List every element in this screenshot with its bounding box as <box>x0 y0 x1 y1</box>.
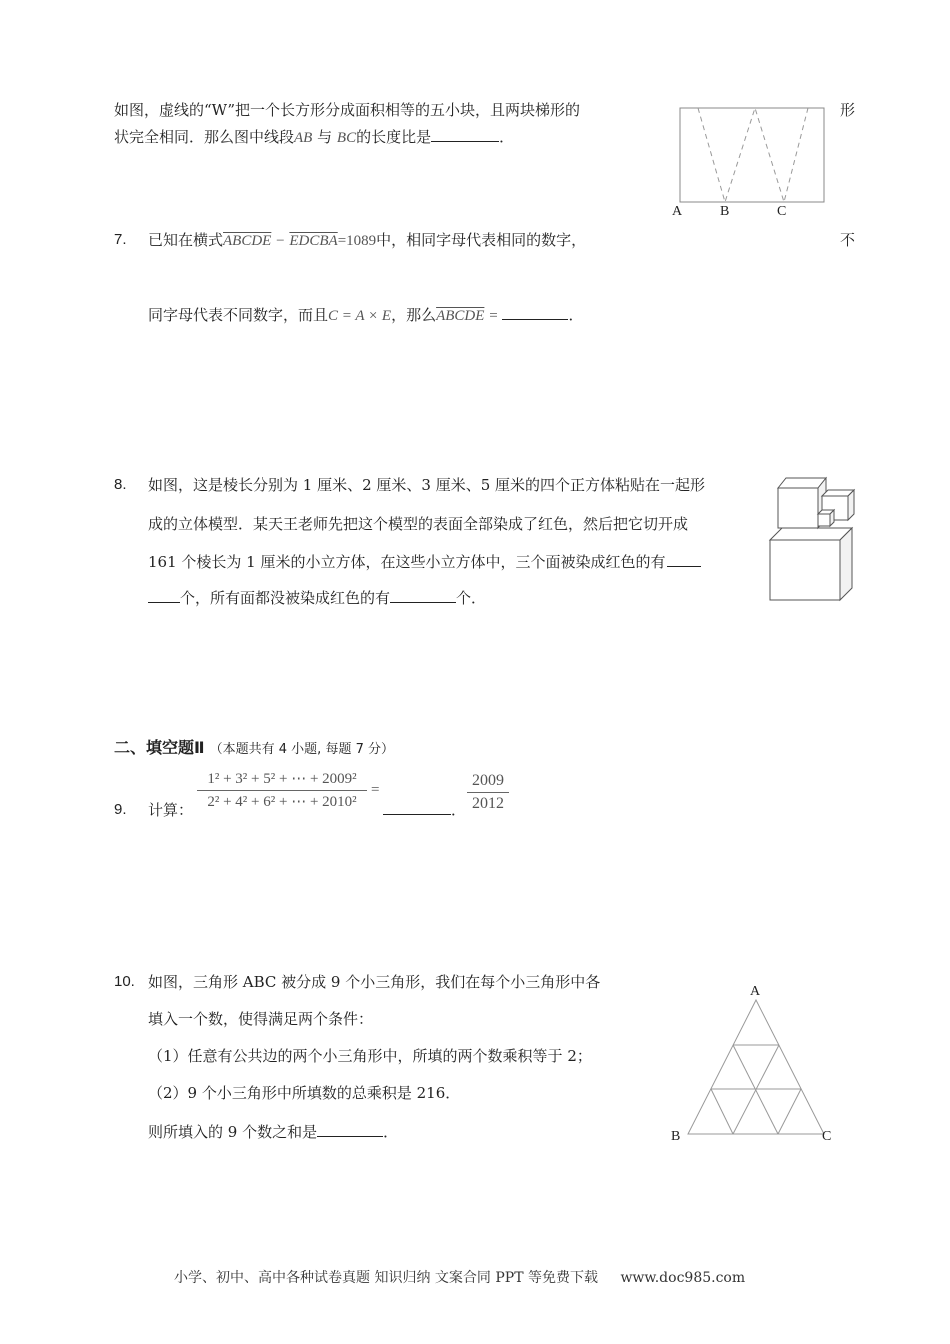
q8-answer-blank-2 <box>390 588 456 603</box>
q7-line2-a: 同字母代表不同数字，而且 <box>148 306 329 324</box>
q9-frac-top: 2009 <box>467 770 509 793</box>
q10-answer-blank <box>317 1122 383 1137</box>
q6-label-b: B <box>720 204 730 219</box>
q7-expr-minus: − <box>276 233 285 249</box>
q6-label-c: C <box>777 204 787 219</box>
q9-label: 计算： <box>148 801 194 819</box>
q9-eq: = <box>371 782 380 798</box>
q10-number: 10. <box>114 973 135 990</box>
q7-line1-tail: 不 <box>840 231 856 249</box>
footer-url[interactable]: www.doc985.com <box>620 1270 746 1286</box>
q6-line1-tail: 形 <box>840 101 856 119</box>
section2-title: 二、填空题Ⅱ <box>114 738 205 757</box>
q8-line3-text: 161 个棱长为 1 厘米的小立方体，在这些小立方体中，三个面被染成红色的有 <box>148 553 666 571</box>
q8-cube-2-side <box>848 490 854 520</box>
q7-line2-b: ，那么 <box>391 306 437 324</box>
q10-label-c: C <box>822 1129 832 1144</box>
q6-seg-ab: AB <box>294 130 313 146</box>
q9-denominator: 2² + 4² + 6² + ⋯ + 2010² <box>207 794 357 810</box>
q10-diag-left-2 <box>778 1089 801 1134</box>
q8-cube-5-side <box>840 528 852 600</box>
q6-line2-end: ． <box>499 128 515 146</box>
q8-cube-figure <box>764 470 864 608</box>
q9-numerator: 1² + 3² + 5² + ⋯ + 2009² <box>197 768 367 791</box>
q7-line1-b: 中，相同字母代表相同的数字， <box>376 231 587 249</box>
q7-condition: C = A × E <box>328 308 392 324</box>
q9-end: ． <box>451 801 467 819</box>
q6-line2-a: 状完全相同．那么图中线段 <box>114 128 295 146</box>
q7-number: 7. <box>114 231 127 248</box>
q6-figure <box>668 100 828 222</box>
q10-line2: 填入一个数，使得满足两个条件： <box>148 1010 374 1028</box>
q8-answer-blank-1b <box>148 588 180 603</box>
q7-line2 <box>148 305 583 326</box>
section2-note: （本题共有 4 小题, 每题 7 分） <box>209 742 394 757</box>
q8-line4-end: 个． <box>456 589 487 607</box>
q10-outer-triangle <box>688 1000 824 1134</box>
q6-label-a: A <box>672 204 683 219</box>
q7-line1-a: 已知在横式 <box>148 231 224 249</box>
q6-answer-blank <box>431 127 499 142</box>
q8-line4-a: 个，所有面都没被染成红色的有 <box>180 589 391 607</box>
q10-label-a: A <box>750 984 761 999</box>
q7-answer-blank <box>502 305 568 320</box>
q10-cond2: （2）9 个小三角形中所填数的总乘积是 216． <box>148 1084 461 1102</box>
q8-number: 8. <box>114 476 127 493</box>
footer-text: 小学、初中、高中各种试卷真题 知识归纳 文案合同 PPT 等免费下载 <box>174 1270 598 1286</box>
q7-line1 <box>148 230 586 251</box>
footer <box>174 1267 745 1287</box>
q8-answer-blank-1a <box>667 552 701 567</box>
q10-cond1: （1）任意有公共边的两个小三角形中，所填的两个数乘积等于 2； <box>148 1047 592 1065</box>
q10-line5-end: ． <box>383 1123 399 1141</box>
q6-line2-c: 的长度比是 <box>356 128 432 146</box>
q9-frac-bottom: 2012 <box>472 795 504 812</box>
q6-line2-b: 与 <box>317 128 333 146</box>
q8-cube-5-front <box>770 540 840 600</box>
q7-expr-left: ABCDE <box>223 233 272 249</box>
q6-seg-bc: BC <box>336 130 357 146</box>
q6-rectangle <box>680 108 824 202</box>
q8-line2: 成的立体模型．某天王老师先把这个模型的表面全部染成了红色，然后把它切开成 <box>148 515 689 533</box>
q10-triangle-figure <box>665 980 845 1150</box>
q9-big-fraction <box>197 768 367 813</box>
q7-expr-eq: =1089 <box>337 233 377 249</box>
q7-target: ABCDE <box>436 308 485 324</box>
q9-number: 9. <box>114 801 127 818</box>
q10-line5 <box>148 1122 398 1142</box>
q8-line3 <box>148 552 701 572</box>
q7-expr-right: EDCBA <box>289 233 338 249</box>
q8-cube-5-top <box>770 528 852 540</box>
q6-w-dashed-line <box>698 108 808 202</box>
q9-answer <box>383 800 466 820</box>
section2-header <box>114 735 394 758</box>
q8-line1: 如图，这是棱长分别为 1 厘米、2 厘米、3 厘米、5 厘米的四个正方体粘贴在一起形 <box>148 476 706 494</box>
q6-line1: 如图，虚线的“W”把一个长方形分成面积相等的五小块，且两块梯形的 <box>114 101 581 119</box>
q8-cube-3-front <box>778 488 818 528</box>
q10-label-b: B <box>671 1129 681 1144</box>
q10-line1: 如图，三角形 ABC 被分成 9 个小三角形，我们在每个小三角形中各 <box>148 973 601 991</box>
q10-line5-a: 则所填入的 9 个数之和是 <box>148 1123 318 1141</box>
q10-diag-right-2 <box>711 1089 733 1134</box>
q8-cube-1-front <box>818 514 830 526</box>
q9-result-fraction <box>467 770 509 815</box>
q7-line2-end: ． <box>568 306 584 324</box>
q6-line2 <box>114 127 514 148</box>
q7-target-eq: = <box>489 308 498 324</box>
q8-line4 <box>148 588 486 608</box>
q9-answer-blank <box>383 800 451 815</box>
